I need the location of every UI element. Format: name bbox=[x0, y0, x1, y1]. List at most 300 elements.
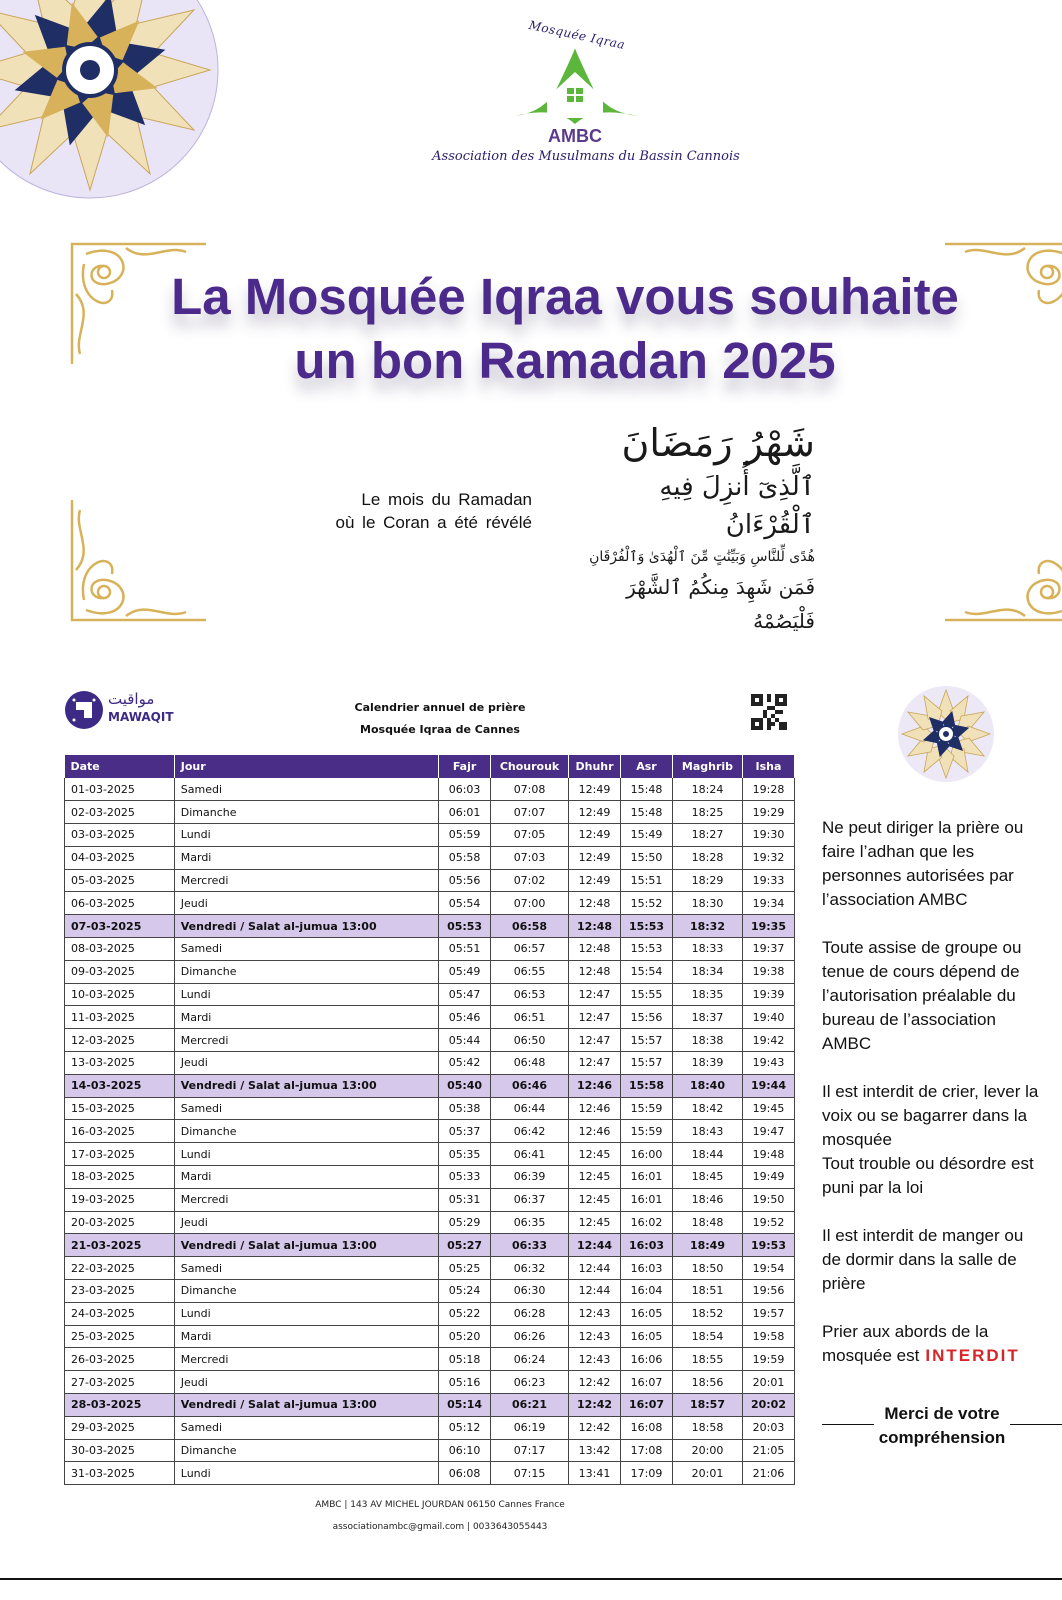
cell-dhuhr: 12:44 bbox=[569, 1280, 621, 1303]
cell-date: 17-03-2025 bbox=[65, 1143, 175, 1166]
rule-1 bbox=[822, 816, 1062, 912]
cell-dhuhr: 12:43 bbox=[569, 1348, 621, 1371]
cell-date: 15-03-2025 bbox=[65, 1097, 175, 1120]
cell-fajr: 05:49 bbox=[439, 960, 491, 983]
cell-isha: 19:38 bbox=[742, 960, 794, 983]
rule-2 bbox=[822, 936, 1062, 1056]
cell-jour: Samedi bbox=[174, 1097, 438, 1120]
cell-fajr: 05:53 bbox=[439, 915, 491, 938]
rule-2-line: AMBC bbox=[822, 1034, 872, 1053]
cell-fajr: 05:56 bbox=[439, 869, 491, 892]
cell-chourouk: 07:05 bbox=[491, 824, 569, 847]
cell-dhuhr: 12:49 bbox=[569, 824, 621, 847]
cell-asr: 15:58 bbox=[621, 1074, 673, 1097]
cell-fajr: 06:10 bbox=[439, 1439, 491, 1462]
mawaqit-icon bbox=[64, 690, 104, 730]
cell-dhuhr: 12:45 bbox=[569, 1166, 621, 1189]
cell-maghrib: 18:50 bbox=[673, 1257, 743, 1280]
cell-asr: 16:07 bbox=[621, 1371, 673, 1394]
cell-jour: Mercredi bbox=[174, 1188, 438, 1211]
cell-chourouk: 06:23 bbox=[491, 1371, 569, 1394]
cell-maghrib: 18:58 bbox=[673, 1416, 743, 1439]
cell-chourouk: 07:15 bbox=[491, 1462, 569, 1485]
cell-dhuhr: 12:48 bbox=[569, 960, 621, 983]
cell-date: 05-03-2025 bbox=[65, 869, 175, 892]
cell-date: 09-03-2025 bbox=[65, 960, 175, 983]
cell-asr: 16:02 bbox=[621, 1211, 673, 1234]
cell-jour: Vendredi / Salat al-jumua 13:00 bbox=[174, 1074, 438, 1097]
cell-dhuhr: 12:49 bbox=[569, 778, 621, 801]
rule-4 bbox=[822, 1224, 1062, 1296]
calendar-title-line-2: Mosquée Iqraa de Cannes bbox=[360, 723, 520, 736]
cell-date: 11-03-2025 bbox=[65, 1006, 175, 1029]
cell-maghrib: 18:48 bbox=[673, 1211, 743, 1234]
table-row bbox=[65, 892, 795, 915]
cell-isha: 19:29 bbox=[742, 801, 794, 824]
cell-chourouk: 06:37 bbox=[491, 1188, 569, 1211]
cell-date: 21-03-2025 bbox=[65, 1234, 175, 1257]
table-row bbox=[65, 1074, 795, 1097]
cell-isha: 19:44 bbox=[742, 1074, 794, 1097]
footer-contact: associationambc@gmail.com | 0033643055443 bbox=[332, 1522, 548, 1532]
rule-3-line: puni par la loi bbox=[822, 1178, 924, 1197]
verse-french-line-1: Le mois du Ramadan bbox=[361, 490, 532, 509]
cell-dhuhr: 12:43 bbox=[569, 1302, 621, 1325]
table-header-row bbox=[65, 755, 795, 778]
cell-isha: 19:39 bbox=[742, 983, 794, 1006]
cell-isha: 19:45 bbox=[742, 1097, 794, 1120]
cell-asr: 16:03 bbox=[621, 1234, 673, 1257]
cell-maghrib: 18:33 bbox=[673, 938, 743, 961]
cell-dhuhr: 12:44 bbox=[569, 1234, 621, 1257]
table-row bbox=[65, 960, 795, 983]
cell-maghrib: 18:28 bbox=[673, 846, 743, 869]
cell-dhuhr: 12:42 bbox=[569, 1371, 621, 1394]
rule-2-line: l’autorisation préalable du bbox=[822, 986, 1016, 1005]
cell-isha: 21:05 bbox=[742, 1439, 794, 1462]
table-row bbox=[65, 1371, 795, 1394]
rule-3-line: Tout trouble ou désordre est bbox=[822, 1154, 1034, 1173]
cell-jour: Vendredi / Salat al-jumua 13:00 bbox=[174, 1394, 438, 1417]
cell-chourouk: 07:08 bbox=[491, 778, 569, 801]
cell-jour: Vendredi / Salat al-jumua 13:00 bbox=[174, 915, 438, 938]
cell-fajr: 05:51 bbox=[439, 938, 491, 961]
table-row bbox=[65, 1029, 795, 1052]
footer-address: AMBC | 143 AV MICHEL JOURDAN 06150 Cannes France bbox=[315, 1500, 565, 1510]
cell-maghrib: 18:25 bbox=[673, 801, 743, 824]
prayer-times-table bbox=[64, 755, 795, 1485]
cell-isha: 19:49 bbox=[742, 1166, 794, 1189]
table-row bbox=[65, 1257, 795, 1280]
cell-maghrib: 18:27 bbox=[673, 824, 743, 847]
cell-chourouk: 06:48 bbox=[491, 1052, 569, 1075]
cell-maghrib: 18:57 bbox=[673, 1394, 743, 1417]
cell-chourouk: 07:00 bbox=[491, 892, 569, 915]
arabic-verse-line-4: فَمَن شَهِدَ مِنكُمُ ٱلشَّهْرَ فَلْيَصُمْهُ bbox=[626, 575, 815, 633]
cell-fajr: 05:18 bbox=[439, 1348, 491, 1371]
arabic-verse-line-3: هُدًى لِّلنَّاسِ وَبَيِّنَٰتٍ مِّنَ ٱلْهُدَىٰ وَٱلْفُرْقَانِ bbox=[589, 549, 815, 565]
mawaqit-arabic: مواقيت bbox=[108, 690, 155, 708]
cell-jour: Dimanche bbox=[174, 1120, 438, 1143]
cell-chourouk: 06:19 bbox=[491, 1416, 569, 1439]
cell-fajr: 05:42 bbox=[439, 1052, 491, 1075]
cell-dhuhr: 12:47 bbox=[569, 1006, 621, 1029]
interdit-label: INTERDIT bbox=[925, 1346, 1020, 1365]
rule-3-line: mosquée bbox=[822, 1130, 892, 1149]
cell-jour: Lundi bbox=[174, 1302, 438, 1325]
cell-jour: Jeudi bbox=[174, 892, 438, 915]
cell-date: 04-03-2025 bbox=[65, 846, 175, 869]
cell-asr: 15:53 bbox=[621, 938, 673, 961]
table-row bbox=[65, 1234, 795, 1257]
cell-date: 29-03-2025 bbox=[65, 1416, 175, 1439]
table-row bbox=[65, 1325, 795, 1348]
logo-subtitle: Association des Musulmans du Bassin Cannois bbox=[432, 149, 740, 164]
prayer-table-body bbox=[65, 778, 795, 1485]
cell-maghrib: 18:45 bbox=[673, 1166, 743, 1189]
thanks-text bbox=[862, 1402, 1022, 1450]
cell-fajr: 05:38 bbox=[439, 1097, 491, 1120]
cell-maghrib: 18:30 bbox=[673, 892, 743, 915]
cell-date: 06-03-2025 bbox=[65, 892, 175, 915]
cell-fajr: 05:59 bbox=[439, 824, 491, 847]
cell-fajr: 06:08 bbox=[439, 1462, 491, 1485]
cell-asr: 17:09 bbox=[621, 1462, 673, 1485]
table-row bbox=[65, 1143, 795, 1166]
cell-date: 16-03-2025 bbox=[65, 1120, 175, 1143]
cell-chourouk: 06:53 bbox=[491, 983, 569, 1006]
cell-jour: Jeudi bbox=[174, 1211, 438, 1234]
table-row bbox=[65, 1097, 795, 1120]
cell-chourouk: 06:30 bbox=[491, 1280, 569, 1303]
cell-asr: 15:57 bbox=[621, 1029, 673, 1052]
cell-isha: 19:34 bbox=[742, 892, 794, 915]
cell-dhuhr: 12:45 bbox=[569, 1188, 621, 1211]
cell-dhuhr: 12:48 bbox=[569, 915, 621, 938]
cell-isha: 19:57 bbox=[742, 1302, 794, 1325]
rule-5-line: Prier aux abords de la bbox=[822, 1322, 989, 1341]
cell-fajr: 05:22 bbox=[439, 1302, 491, 1325]
column-header-jour: Jour bbox=[174, 755, 438, 778]
cell-maghrib: 18:40 bbox=[673, 1074, 743, 1097]
cell-chourouk: 06:57 bbox=[491, 938, 569, 961]
cell-date: 03-03-2025 bbox=[65, 824, 175, 847]
cell-date: 01-03-2025 bbox=[65, 778, 175, 801]
cell-fajr: 05:14 bbox=[439, 1394, 491, 1417]
cell-jour: Lundi bbox=[174, 1462, 438, 1485]
table-row bbox=[65, 778, 795, 801]
cell-isha: 19:50 bbox=[742, 1188, 794, 1211]
cell-dhuhr: 12:44 bbox=[569, 1257, 621, 1280]
cell-isha: 19:35 bbox=[742, 915, 794, 938]
cell-fajr: 05:35 bbox=[439, 1143, 491, 1166]
cell-isha: 20:01 bbox=[742, 1371, 794, 1394]
cell-asr: 15:50 bbox=[621, 846, 673, 869]
calendar-title bbox=[260, 697, 620, 741]
cell-isha: 19:48 bbox=[742, 1143, 794, 1166]
cell-maghrib: 18:39 bbox=[673, 1052, 743, 1075]
cell-chourouk: 06:46 bbox=[491, 1074, 569, 1097]
cell-fajr: 05:25 bbox=[439, 1257, 491, 1280]
cell-fajr: 06:03 bbox=[439, 778, 491, 801]
cell-dhuhr: 12:47 bbox=[569, 1029, 621, 1052]
table-row bbox=[65, 938, 795, 961]
cell-asr: 16:01 bbox=[621, 1166, 673, 1189]
cell-isha: 19:54 bbox=[742, 1257, 794, 1280]
cell-date: 18-03-2025 bbox=[65, 1166, 175, 1189]
cell-maghrib: 18:37 bbox=[673, 1006, 743, 1029]
qr-code-icon bbox=[751, 694, 787, 730]
cell-date: 07-03-2025 bbox=[65, 915, 175, 938]
rule-1-line: personnes autorisées par bbox=[822, 866, 1014, 885]
cell-jour: Dimanche bbox=[174, 1439, 438, 1462]
cell-jour: Mardi bbox=[174, 1325, 438, 1348]
cell-jour: Mardi bbox=[174, 846, 438, 869]
cell-fajr: 05:47 bbox=[439, 983, 491, 1006]
cell-maghrib: 18:32 bbox=[673, 915, 743, 938]
cell-chourouk: 06:50 bbox=[491, 1029, 569, 1052]
cell-date: 23-03-2025 bbox=[65, 1280, 175, 1303]
cell-date: 20-03-2025 bbox=[65, 1211, 175, 1234]
cell-chourouk: 07:07 bbox=[491, 801, 569, 824]
table-row bbox=[65, 1211, 795, 1234]
column-header-chourouk: Chourouk bbox=[491, 755, 569, 778]
mosque-rules bbox=[822, 816, 1062, 1392]
cell-fajr: 05:29 bbox=[439, 1211, 491, 1234]
cell-dhuhr: 13:41 bbox=[569, 1462, 621, 1485]
cell-isha: 19:53 bbox=[742, 1234, 794, 1257]
cell-fajr: 05:54 bbox=[439, 892, 491, 915]
cell-maghrib: 18:49 bbox=[673, 1234, 743, 1257]
table-row bbox=[65, 1006, 795, 1029]
arabic-verse bbox=[585, 418, 815, 638]
cell-isha: 19:28 bbox=[742, 778, 794, 801]
cell-chourouk: 06:51 bbox=[491, 1006, 569, 1029]
cell-fajr: 05:27 bbox=[439, 1234, 491, 1257]
cell-date: 30-03-2025 bbox=[65, 1439, 175, 1462]
cell-dhuhr: 12:46 bbox=[569, 1074, 621, 1097]
cell-maghrib: 18:38 bbox=[673, 1029, 743, 1052]
cell-isha: 19:58 bbox=[742, 1325, 794, 1348]
cell-jour: Mercredi bbox=[174, 869, 438, 892]
cell-chourouk: 06:58 bbox=[491, 915, 569, 938]
table-row bbox=[65, 869, 795, 892]
cell-chourouk: 06:35 bbox=[491, 1211, 569, 1234]
table-row bbox=[65, 1439, 795, 1462]
cell-jour: Lundi bbox=[174, 1143, 438, 1166]
cell-dhuhr: 12:46 bbox=[569, 1120, 621, 1143]
cell-asr: 15:49 bbox=[621, 824, 673, 847]
cell-dhuhr: 12:42 bbox=[569, 1394, 621, 1417]
cell-maghrib: 18:24 bbox=[673, 778, 743, 801]
rule-2-line: bureau de l’association bbox=[822, 1010, 996, 1029]
cell-date: 14-03-2025 bbox=[65, 1074, 175, 1097]
cell-isha: 21:06 bbox=[742, 1462, 794, 1485]
rule-5-text: mosquée est bbox=[822, 1346, 920, 1365]
cell-jour: Vendredi / Salat al-jumua 13:00 bbox=[174, 1234, 438, 1257]
cell-chourouk: 06:28 bbox=[491, 1302, 569, 1325]
rule-5-line bbox=[822, 1344, 1062, 1368]
decorative-flower-icon bbox=[896, 684, 996, 784]
cell-asr: 15:53 bbox=[621, 915, 673, 938]
cell-fajr: 05:20 bbox=[439, 1325, 491, 1348]
cell-jour: Mardi bbox=[174, 1166, 438, 1189]
cell-dhuhr: 12:48 bbox=[569, 892, 621, 915]
cell-isha: 19:30 bbox=[742, 824, 794, 847]
calendar-title-line-1: Calendrier annuel de prière bbox=[354, 701, 526, 714]
cell-asr: 15:48 bbox=[621, 778, 673, 801]
cell-asr: 16:05 bbox=[621, 1302, 673, 1325]
rule-1-line: faire l’adhan que les bbox=[822, 842, 975, 861]
table-row bbox=[65, 824, 795, 847]
rule-2-line: tenue de cours dépend de bbox=[822, 962, 1020, 981]
table-row bbox=[65, 846, 795, 869]
cell-fajr: 05:16 bbox=[439, 1371, 491, 1394]
column-header-fajr: Fajr bbox=[439, 755, 491, 778]
cell-maghrib: 18:44 bbox=[673, 1143, 743, 1166]
cell-chourouk: 07:02 bbox=[491, 869, 569, 892]
cell-chourouk: 06:32 bbox=[491, 1257, 569, 1280]
cell-jour: Samedi bbox=[174, 778, 438, 801]
cell-isha: 19:42 bbox=[742, 1029, 794, 1052]
cell-fajr: 05:46 bbox=[439, 1006, 491, 1029]
cell-maghrib: 18:29 bbox=[673, 869, 743, 892]
cell-asr: 15:54 bbox=[621, 960, 673, 983]
page-title bbox=[100, 265, 1030, 393]
cell-isha: 19:47 bbox=[742, 1120, 794, 1143]
cell-chourouk: 06:21 bbox=[491, 1394, 569, 1417]
cell-dhuhr: 12:49 bbox=[569, 801, 621, 824]
rule-1-line: l’association AMBC bbox=[822, 890, 968, 909]
thanks-line-1: Merci de votre bbox=[884, 1404, 1000, 1423]
cell-date: 13-03-2025 bbox=[65, 1052, 175, 1075]
gold-ornament-bottom-left bbox=[66, 490, 216, 630]
cell-jour: Dimanche bbox=[174, 1280, 438, 1303]
table-row bbox=[65, 1416, 795, 1439]
cell-jour: Dimanche bbox=[174, 801, 438, 824]
cell-asr: 15:59 bbox=[621, 1120, 673, 1143]
cell-isha: 19:33 bbox=[742, 869, 794, 892]
cell-asr: 16:06 bbox=[621, 1348, 673, 1371]
cell-chourouk: 06:55 bbox=[491, 960, 569, 983]
cell-asr: 16:01 bbox=[621, 1188, 673, 1211]
cell-maghrib: 20:01 bbox=[673, 1462, 743, 1485]
cell-fajr: 05:37 bbox=[439, 1120, 491, 1143]
arabic-verse-line-1: شَهْرُ رَمَضَانَ bbox=[621, 421, 815, 465]
cell-asr: 15:51 bbox=[621, 869, 673, 892]
column-header-isha: Isha bbox=[742, 755, 794, 778]
cell-maghrib: 18:43 bbox=[673, 1120, 743, 1143]
table-row bbox=[65, 983, 795, 1006]
cell-asr: 16:04 bbox=[621, 1280, 673, 1303]
table-row bbox=[65, 1280, 795, 1303]
cell-jour: Dimanche bbox=[174, 960, 438, 983]
cell-jour: Mardi bbox=[174, 1006, 438, 1029]
footer bbox=[230, 1494, 650, 1538]
cell-date: 31-03-2025 bbox=[65, 1462, 175, 1485]
rule-4-line: Il est interdit de manger ou bbox=[822, 1226, 1024, 1245]
column-header-dhuhr: Dhuhr bbox=[569, 755, 621, 778]
cell-jour: Mercredi bbox=[174, 1348, 438, 1371]
column-header-maghrib: Maghrib bbox=[673, 755, 743, 778]
cell-jour: Mercredi bbox=[174, 1029, 438, 1052]
cell-jour: Lundi bbox=[174, 983, 438, 1006]
cell-asr: 15:52 bbox=[621, 892, 673, 915]
cell-asr: 16:07 bbox=[621, 1394, 673, 1417]
cell-dhuhr: 12:46 bbox=[569, 1097, 621, 1120]
mawaqit-name: MAWAQIT bbox=[108, 710, 174, 724]
cell-date: 02-03-2025 bbox=[65, 801, 175, 824]
table-row bbox=[65, 801, 795, 824]
table-row bbox=[65, 1052, 795, 1075]
cell-asr: 15:57 bbox=[621, 1052, 673, 1075]
bottom-divider bbox=[0, 1578, 1062, 1580]
arabic-verse-line-2: ٱلَّذِىٓ أُنزِلَ فِيهِ ٱلْقُرْءَانُ bbox=[659, 472, 815, 540]
cell-isha: 19:43 bbox=[742, 1052, 794, 1075]
rule-4-line: de dormir dans la salle de bbox=[822, 1250, 1017, 1269]
cell-maghrib: 18:51 bbox=[673, 1280, 743, 1303]
cell-jour: Samedi bbox=[174, 938, 438, 961]
cell-isha: 19:32 bbox=[742, 846, 794, 869]
cell-chourouk: 06:39 bbox=[491, 1166, 569, 1189]
cell-maghrib: 18:35 bbox=[673, 983, 743, 1006]
table-row bbox=[65, 1120, 795, 1143]
cell-jour: Lundi bbox=[174, 824, 438, 847]
cell-dhuhr: 12:42 bbox=[569, 1416, 621, 1439]
cell-maghrib: 18:34 bbox=[673, 960, 743, 983]
cell-isha: 20:03 bbox=[742, 1416, 794, 1439]
cell-date: 24-03-2025 bbox=[65, 1302, 175, 1325]
cell-fajr: 05:12 bbox=[439, 1416, 491, 1439]
cell-date: 19-03-2025 bbox=[65, 1188, 175, 1211]
cell-asr: 16:05 bbox=[621, 1325, 673, 1348]
cell-asr: 15:48 bbox=[621, 801, 673, 824]
rule-1-line: Ne peut diriger la prière ou bbox=[822, 818, 1024, 837]
cell-date: 10-03-2025 bbox=[65, 983, 175, 1006]
cell-jour: Jeudi bbox=[174, 1052, 438, 1075]
mawaqit-logo bbox=[64, 690, 174, 730]
cell-jour: Samedi bbox=[174, 1257, 438, 1280]
cell-chourouk: 07:03 bbox=[491, 846, 569, 869]
cell-isha: 19:37 bbox=[742, 938, 794, 961]
cell-asr: 17:08 bbox=[621, 1439, 673, 1462]
cell-date: 27-03-2025 bbox=[65, 1371, 175, 1394]
cell-asr: 15:59 bbox=[621, 1097, 673, 1120]
cell-chourouk: 06:41 bbox=[491, 1143, 569, 1166]
cell-fajr: 05:40 bbox=[439, 1074, 491, 1097]
cell-chourouk: 06:26 bbox=[491, 1325, 569, 1348]
cell-maghrib: 18:52 bbox=[673, 1302, 743, 1325]
thanks-message bbox=[822, 1400, 1062, 1452]
thanks-line-2: compréhension bbox=[878, 1428, 1006, 1447]
cell-isha: 19:40 bbox=[742, 1006, 794, 1029]
title-line-1: La Mosquée Iqraa vous souhaite bbox=[171, 268, 959, 325]
cell-dhuhr: 12:45 bbox=[569, 1211, 621, 1234]
cell-date: 25-03-2025 bbox=[65, 1325, 175, 1348]
cell-jour: Samedi bbox=[174, 1416, 438, 1439]
rule-3-line: voix ou se bagarrer dans la bbox=[822, 1106, 1028, 1125]
cell-dhuhr: 12:49 bbox=[569, 869, 621, 892]
cell-maghrib: 18:54 bbox=[673, 1325, 743, 1348]
cell-asr: 15:56 bbox=[621, 1006, 673, 1029]
cell-fajr: 06:01 bbox=[439, 801, 491, 824]
cell-isha: 19:52 bbox=[742, 1211, 794, 1234]
cell-jour: Jeudi bbox=[174, 1371, 438, 1394]
cell-maghrib: 18:55 bbox=[673, 1348, 743, 1371]
rule-4-line: prière bbox=[822, 1274, 866, 1293]
cell-dhuhr: 12:48 bbox=[569, 938, 621, 961]
cell-maghrib: 20:00 bbox=[673, 1439, 743, 1462]
